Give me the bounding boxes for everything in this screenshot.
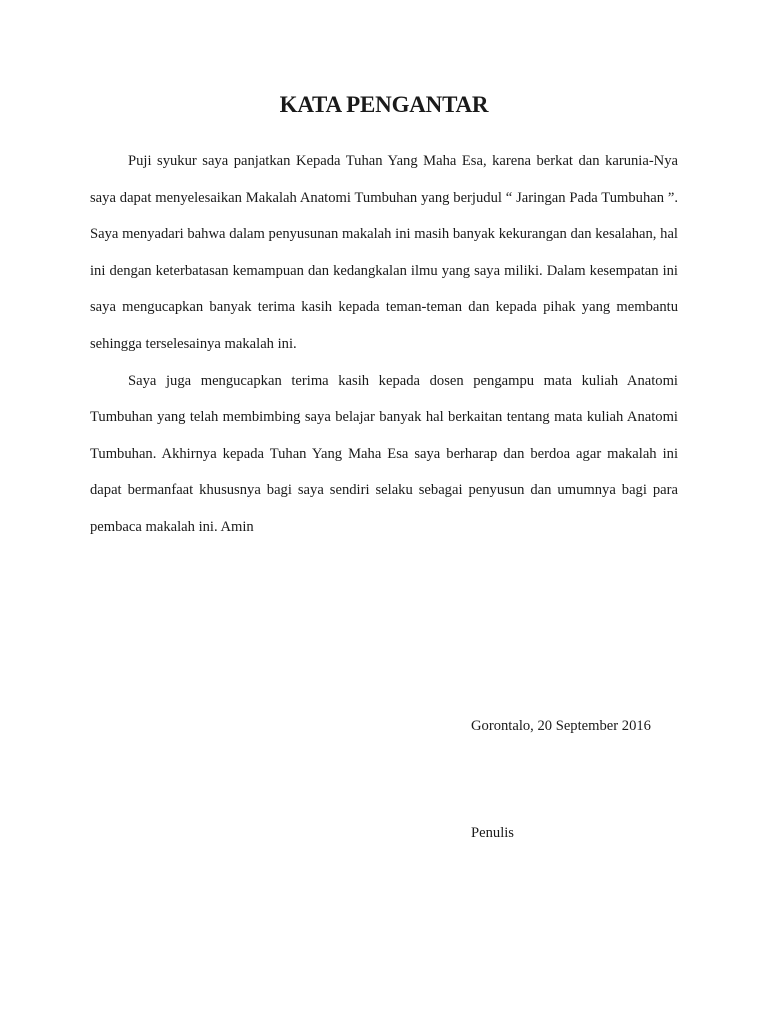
paragraph-2: Saya juga mengucapkan terima kasih kepada dosen pengampu mata kuliah Anatomi Tumbuhan yang telah membimbing saya belajar banyak hal berkaitan tentang mata kuliah Anatomi Tumbuhan. Akhirnya kepada Tuhan Yang Maha Esa saya berharap dan berdoa agar makalah ini dapat bermanfaat khususnya bagi saya sendiri selaku sebagai penyusun dan umumnya bagi para pembaca makalah ini. Amin	[90, 372, 678, 535]
document-body	[90, 143, 678, 546]
page-title: KATA PENGANTAR	[279, 92, 489, 117]
paragraph-1: Puji syukur saya panjatkan Kepada Tuhan Yang Maha Esa, karena berkat dan karunia-Nya saya dapat menyelesaikan Makalah Anatomi Tumbuhan yang berjudul “ Jaringan Pada Tumbuhan ”. Saya menyadari bahwa dalam penyusunan makalah ini masih banyak kekurangan dan kesalahan, hal ini dengan keterbatasan kemampuan dan kedangkalan ilmu yang saya miliki. Dalam kesempatan ini saya mengucapkan banyak terima kasih kepada teman-teman dan kepada pihak yang membantu sehingga terselesainya makalah ini.	[90, 153, 678, 352]
place-and-date: Gorontalo, 20 September 2016	[471, 718, 651, 734]
author-signature: Penulis	[471, 825, 514, 841]
